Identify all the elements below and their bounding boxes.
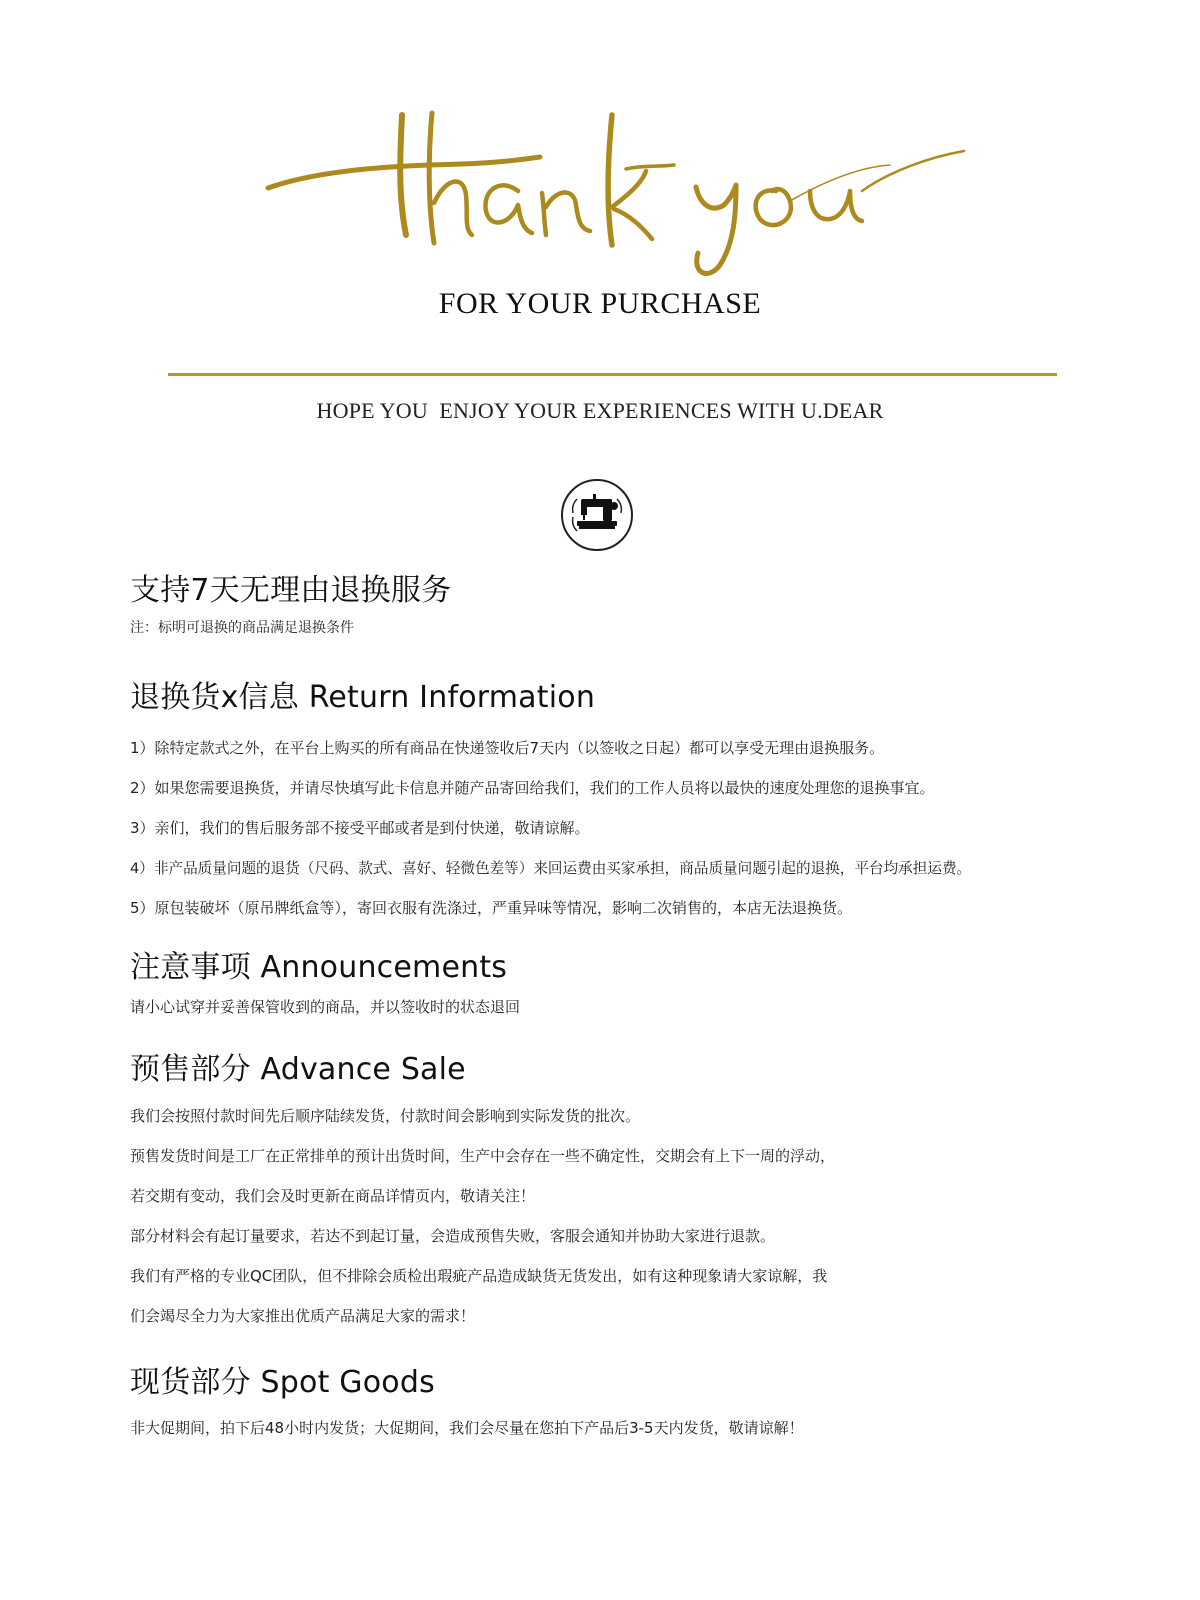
advance-sale-line-1: 我们会按照付款时间先后顺序陆续发货，付款时间会影响到实际发货的批次。 bbox=[130, 1107, 641, 1125]
tagline: HOPE YOU ENJOY YOUR EXPERIENCES WITH U.DEAR bbox=[316, 398, 884, 423]
thank-you-script-logo bbox=[250, 95, 980, 280]
return-info-item-3: 3）亲们，我们的售后服务部不接受平邮或者是到付快递，敬请谅解。 bbox=[130, 819, 590, 837]
return-info-item-5: 5）原包装破坏（原吊牌纸盒等），寄回衣服有洗涤过，严重异味等情况，影响二次销售的，本店无法退换货。 bbox=[130, 899, 853, 917]
gold-divider bbox=[168, 373, 1057, 376]
section-title-spot-goods: 现货部分 Spot Goods bbox=[130, 1365, 435, 1400]
return-info-item-1: 1）除特定款式之外，在平台上购买的所有商品在快递签收后7天内（以签收之日起）都可以享受无理由退换服务。 bbox=[130, 739, 885, 757]
section-title-announcements: 注意事项 Announcements bbox=[130, 950, 508, 985]
section-title-service: 支持7天无理由退换服务 bbox=[130, 573, 452, 608]
advance-sale-line-2: 预售发货时间是工厂在正常排单的预计出货时间，生产中会存在一些不确定性，交期会有上下一周的浮动， bbox=[130, 1147, 836, 1165]
advance-sale-line-4: 部分材料会有起订量要求，若达不到起订量，会造成预售失败，客服会通知并协助大家进行退款。 bbox=[130, 1227, 776, 1245]
section-title-return-info: 退换货x信息 Return Information bbox=[130, 680, 596, 715]
advance-sale-line-5: 我们有严格的专业QC团队，但不排除会质检出瑕疵产品造成缺货无货发出，如有这种现象请大家谅解，我 bbox=[130, 1267, 828, 1285]
sewing-machine-icon bbox=[559, 477, 635, 553]
return-info-item-4: 4）非产品质量问题的退货（尺码、款式、喜好、轻微色差等）来回运费由买家承担，商品质量问题引起的退换，平台均承担运费。 bbox=[130, 860, 972, 877]
announcements-text: 请小心试穿并妥善保管收到的商品，并以签收时的状态退回 bbox=[130, 998, 521, 1016]
page-subtitle: FOR YOUR PURCHASE bbox=[438, 287, 762, 320]
advance-sale-line-3: 若交期有变动，我们会及时更新在商品详情页内，敬请关注！ bbox=[130, 1187, 536, 1205]
return-info-item-2: 2）如果您需要退换货，并请尽快填写此卡信息并随产品寄回给我们，我们的工作人员将以最快的速度处理您的退换事宜。 bbox=[130, 779, 935, 797]
advance-sale-line-6: 们会竭尽全力为大家推出优质产品满足大家的需求！ bbox=[130, 1307, 476, 1325]
section-title-advance-sale: 预售部分 Advance Sale bbox=[130, 1052, 466, 1087]
spot-goods-text: 非大促期间，拍下后48小时内发货；大促期间，我们会尽量在您拍下产品后3-5天内发货，敬请谅解！ bbox=[130, 1419, 804, 1437]
service-note: 注：标明可退换的商品满足退换条件 bbox=[130, 620, 354, 636]
